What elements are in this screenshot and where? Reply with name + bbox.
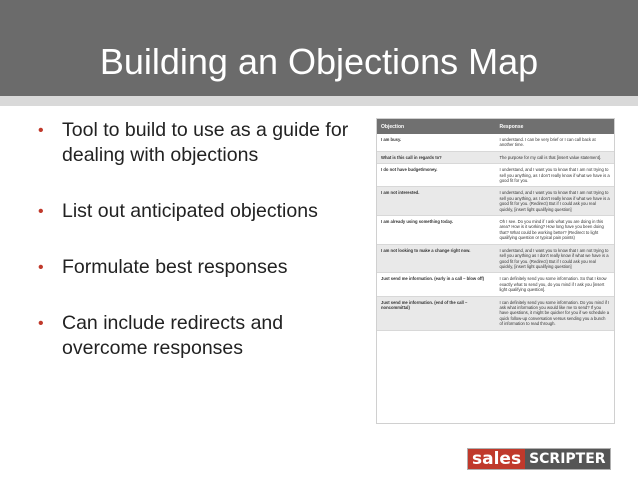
response-cell: I understand, and I want you to know that I am not trying to sell you anything as I don't really know if what we have is a good fit for you. (Redirect) But if I could ask you real quickly, [insert light qualifying question] [496, 244, 615, 273]
header-response: Response [496, 119, 615, 134]
table-row [377, 273, 614, 296]
response-cell: Oh I see. Do you mind if I ask what you are doing in this area? How is it working? How long have you been doing that? What could be working better? (Redirect to light qualifying question or typical pain points) [496, 216, 615, 245]
response-cell: The purpose for my call is that [insert value statement]. [496, 151, 615, 163]
bullet-icon: • [38, 203, 44, 220]
bullet-item [34, 118, 352, 168]
logo-scripter: SCRIPTER [525, 449, 610, 469]
table-row [377, 296, 614, 330]
objections-table [376, 118, 615, 424]
title-stripe [0, 96, 638, 106]
table-row [377, 151, 614, 163]
bullet-text: Can include redirects and overcome responses [62, 312, 284, 359]
table-row [377, 187, 614, 216]
objection-cell: I am not looking to make a change right now. [377, 244, 496, 273]
bullet-list [34, 118, 352, 392]
header-objection: Objection [377, 119, 496, 134]
objection-cell: I am not interested. [377, 187, 496, 216]
bullet-text: Tool to build to use as a guide for dealing with objections [62, 119, 349, 166]
response-cell: I can definitely send you some information. Do you mind if I ask what information you would like me to send? If you have questions, it might be quicker for you if we schedule a quick follow-up conversation versus sending you a bunch of information to read through. [496, 296, 615, 330]
bullet-icon: • [38, 315, 44, 332]
sales-scripter-logo [467, 448, 611, 470]
logo-sales: sales [468, 449, 525, 469]
bullet-icon: • [38, 259, 44, 276]
bullet-item [34, 199, 352, 224]
slide-title: Building an Objections Map [99, 41, 539, 82]
response-cell: I understand, and I want you to know that I am not trying to sell you anything, as I don't really know if what we have is a good fit for you. (Redirect) But if I could ask you real quickly, [insert light qualifying question] [496, 187, 615, 216]
table-row [377, 164, 614, 187]
objection-cell: Just send me information. (end of the call – noncommittal) [377, 296, 496, 330]
objection-cell: Just send me information. (early in a call – blow off) [377, 273, 496, 296]
bullet-icon: • [38, 122, 44, 139]
bullet-text: Formulate best responses [62, 256, 288, 278]
table-row [377, 216, 614, 245]
bullet-item [34, 255, 352, 280]
objection-cell: I am already using something today. [377, 216, 496, 245]
objection-cell: I do not have budget/money. [377, 164, 496, 187]
table-row [377, 244, 614, 273]
response-cell: I can definitely send you some information. So that I know exactly what to send you, do you mind if I ask you [insert light qualifying question]. [496, 273, 615, 296]
table-header-row [377, 119, 614, 134]
objection-cell: I am busy. [377, 134, 496, 151]
response-cell: I understand, and I want you to know that I am not trying to sell you anything, as I don't really know if what we have is a good fit for you. [496, 164, 615, 187]
bullet-item [34, 311, 352, 361]
objection-cell: What is this call in regards to? [377, 151, 496, 163]
table-row [377, 134, 614, 151]
response-cell: I understand. I can be very brief or I can call back at another time. [496, 134, 615, 151]
bullet-text: List out anticipated objections [62, 200, 318, 222]
